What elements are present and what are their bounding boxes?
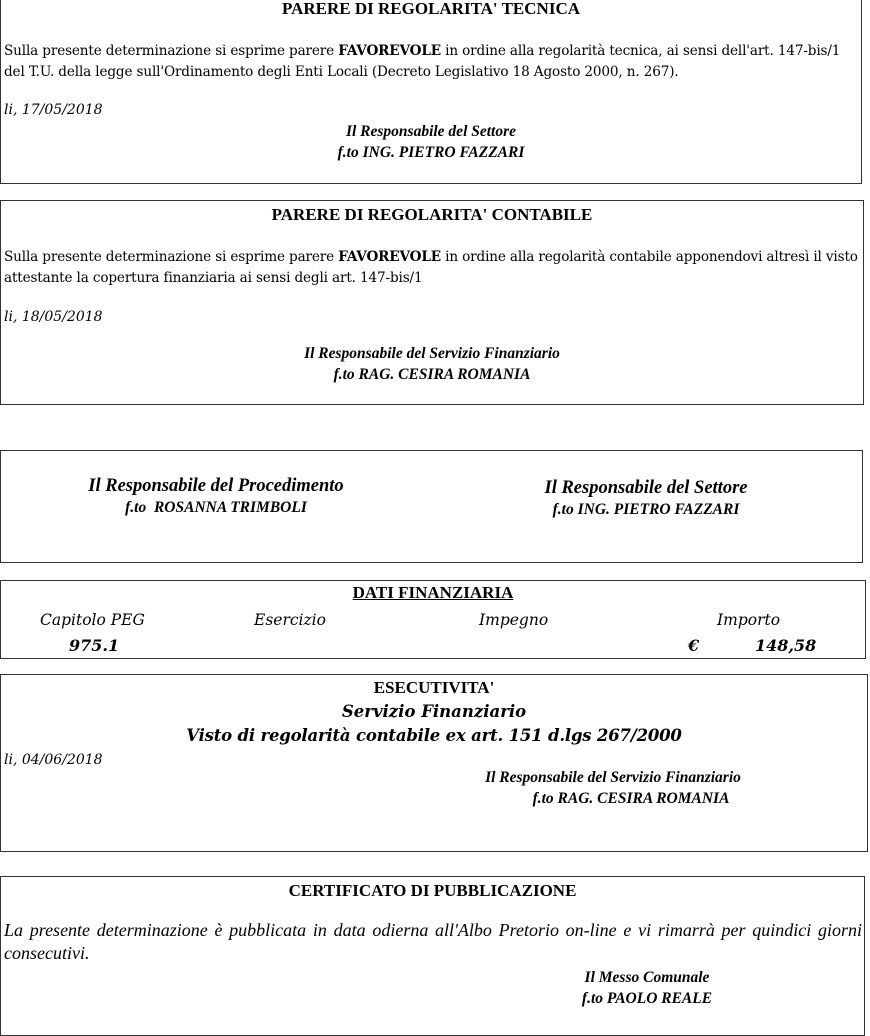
currency-symbol: € xyxy=(688,636,700,655)
certificato-pubblicazione-box xyxy=(0,876,865,1036)
dati-finanziaria-title: DATI FINANZIARIA xyxy=(352,583,514,602)
responsabile-procedimento-role: Il Responsabile del Procedimento xyxy=(88,476,344,496)
esecutivita-title: ESECUTIVITA' xyxy=(373,678,495,697)
parere-contabile-date: li, 18/05/2018 xyxy=(4,309,103,325)
capitolo-value: 975.1 xyxy=(69,636,120,655)
parere-contabile-text xyxy=(4,247,862,289)
importo-value: 148,58 xyxy=(755,636,817,655)
parere-contabile-signer-role: Il Responsabile del Servizio Finanziario xyxy=(304,345,560,362)
header-esercizio: Esercizio xyxy=(254,611,326,629)
parere-tecnica-text-start: Sulla presente determinazione si esprime parere xyxy=(4,43,339,59)
parere-contabile-text-start: Sulla presente determinazione si esprime parere xyxy=(4,249,339,265)
certificato-pubblicazione-title: CERTIFICATO DI PUBBLICAZIONE xyxy=(288,881,577,900)
parere-tecnica-title: PARERE DI REGOLARITA' TECNICA xyxy=(281,0,580,18)
header-impegno: Impegno xyxy=(479,611,549,629)
parere-contabile-title: PARERE DI REGOLARITA' CONTABILE xyxy=(271,205,593,224)
parere-contabile-signer-name: f.to RAG. CESIRA ROMANIA xyxy=(333,366,531,383)
esecutivita-signer-role: Il Responsabile del Servizio Finanziario xyxy=(485,769,741,786)
esecutivita-subtitle: Servizio Finanziario xyxy=(341,702,527,721)
parere-tecnica-text-end: in ordine alla regolarità tecnica, ai sensi dell'art. 147-bis/1 del T.U. della legge sull'Ordinamento degli Enti Locali (Decreto Legislativo 18 Agosto 2000, n. 267). xyxy=(4,43,841,80)
responsabile-settore-name: f.to ING. PIETRO FAZZARI xyxy=(552,501,740,518)
esecutivita-box xyxy=(0,674,868,852)
parere-tecnica-signer-role: Il Responsabile del Settore xyxy=(345,123,517,140)
parere-tecnica-text xyxy=(4,41,860,83)
esecutivita-date: li, 04/06/2018 xyxy=(4,752,103,768)
responsabile-procedimento-name: f.to ROSANNA TRIMBOLI xyxy=(125,499,307,516)
esecutivita-signer-name: f.to RAG. CESIRA ROMANIA xyxy=(532,790,730,807)
parere-tecnica-box xyxy=(0,0,862,184)
messo-comunale-role: Il Messo Comunale xyxy=(584,969,710,986)
header-importo: Importo xyxy=(717,611,781,629)
parere-contabile-text-end: in ordine alla regolarità contabile apponendovi altresì il visto attestante la copertura finanziaria ai sensi degli art. 147-bis/1 xyxy=(4,249,858,286)
parere-tecnica-date: li, 17/05/2018 xyxy=(4,102,103,118)
responsabile-settore-role: Il Responsabile del Settore xyxy=(544,478,748,498)
header-capitolo-peg: Capitolo PEG xyxy=(40,611,145,629)
parere-tecnica-signer-name: f.to ING. PIETRO FAZZARI xyxy=(337,144,525,161)
parere-tecnica-esito: FAVOREVOLE xyxy=(338,43,441,59)
dati-finanziaria-box xyxy=(0,580,866,659)
certificato-pubblicazione-text: La presente determinazione è pubblicata in data odierna all'Albo Pretorio on-line e vi rimarrà per quindici giorni consecutivi. xyxy=(4,920,862,963)
parere-contabile-esito: FAVOREVOLE xyxy=(338,249,441,265)
messo-comunale-name: f.to PAOLO REALE xyxy=(581,990,713,1007)
esecutivita-visto: Visto di regolarità contabile ex art. 151 d.lgs 267/2000 xyxy=(186,726,682,745)
firme-box xyxy=(0,450,863,563)
parere-contabile-box xyxy=(0,200,864,405)
